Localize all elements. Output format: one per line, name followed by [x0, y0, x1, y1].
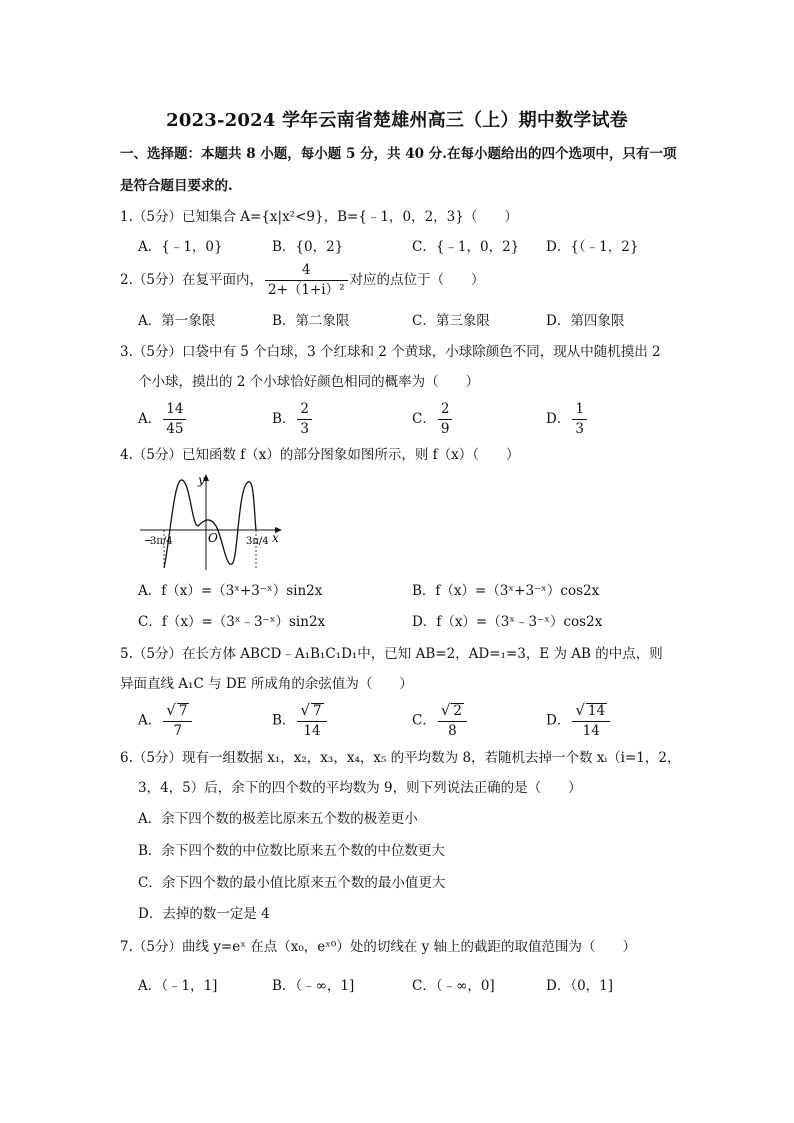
question-3-option-c: [412, 401, 454, 438]
option-numerator: 1: [572, 401, 587, 420]
option-label: C．: [412, 712, 436, 729]
question-3-option-d: [546, 401, 589, 438]
question-5-line2: 异面直线 A₁C 与 DE 所成角的余弦值为（ ）: [120, 676, 413, 692]
question-5-option-c: [412, 702, 469, 740]
question-2-prefix: 2.（5分）在复平面内，: [120, 272, 263, 288]
option-denominator: 14: [582, 723, 600, 739]
option-denominator: 45: [166, 421, 184, 437]
option-label: A．: [138, 712, 162, 729]
function-graph: [136, 470, 286, 574]
option-numerator: 2: [297, 401, 312, 420]
question-2-fraction-denominator: 2+（1+i）²: [267, 282, 345, 298]
question-3-line1: 3.（5分）口袋中有 5 个白球，3 个红球和 2 个黄球，小球除颜色不同，现从中随机摸出 2: [120, 344, 661, 360]
question-7-stem: 7.（5分）曲线 y=eˣ 在点（x₀，eˣ⁰）处的切线在 y 轴上的截距的取值范围为（ ）: [120, 939, 637, 955]
question-7-option-c: C．（﹣∞，0]: [412, 978, 495, 994]
left-tick-minus: −: [144, 534, 154, 547]
option-denominator: 9: [440, 421, 450, 437]
option-label: B．: [272, 411, 296, 427]
question-2-fraction: [265, 262, 348, 299]
question-6-option-d: D．去掉的数一定是 4: [138, 906, 270, 922]
question-1-option-c: C．{﹣1，0，2}: [412, 239, 520, 255]
question-2-stem: [120, 262, 485, 299]
question-4-option-c: C．f（x）=（3ˣ﹣3⁻ˣ）sin2x: [138, 614, 326, 630]
question-5-line1: 5.（5分）在长方体 ABCD﹣A₁B₁C₁D₁中，已知 AB=2，AD=₁=3，E 为 AB 的中点，则: [120, 646, 663, 662]
origin-label: O: [208, 531, 218, 545]
option-radicand: 7: [178, 703, 188, 719]
question-1-option-a: A．{﹣1，0}: [138, 239, 223, 255]
question-4-stem: 4.（5分）已知函数 f（x）的部分图象如图所示，则 f（x）（ ）: [120, 447, 520, 463]
question-2-suffix: 对应的点位于（ ）: [349, 272, 485, 288]
question-6-option-a: A．余下四个数的极差比原来五个数的极差更小: [138, 811, 418, 827]
section-heading-line1: 一、选择题：本题共 8 小题，每小题 5 分，共 40 分.在每小题给出的四个选项中，只有一项: [120, 146, 677, 162]
option-label: A．: [138, 411, 162, 427]
question-6-line1: 6.（5分）现有一组数据 x₁，x₂，x₃，x₄，x₅ 的平均数为 8，若随机去掉一个数 xᵢ（i=1，2，: [120, 750, 681, 766]
sqrt-icon: √: [166, 701, 176, 719]
option-denominator: 14: [303, 723, 321, 739]
question-3-option-a: [138, 401, 188, 438]
question-2-option-b: B．第二象限: [272, 313, 350, 329]
right-tick-label: 3π/4: [246, 536, 269, 547]
sqrt-icon: √: [575, 701, 585, 719]
question-2-fraction-numerator: 4: [265, 262, 348, 281]
sqrt-icon: √: [440, 701, 451, 719]
question-1-option-d: D．{（﹣1，2}: [546, 239, 639, 255]
option-label: D．: [546, 411, 571, 427]
question-7-option-a: A．（﹣1，1]: [138, 978, 218, 994]
question-7-option-b: B．（﹣∞，1]: [272, 978, 355, 994]
option-denominator: 3: [575, 421, 584, 437]
question-4-option-a: A．f（x）=（3ˣ+3⁻ˣ）sin2x: [138, 583, 323, 599]
question-1-stem: 1.（5分）已知集合 A={x|x²<9}，B={﹣1，0，2，3}（ ）: [120, 209, 518, 225]
option-denominator: 8: [448, 723, 457, 739]
question-2-option-c: C．第三象限: [412, 313, 490, 329]
sqrt-icon: √: [300, 701, 310, 719]
y-axis-label: y: [198, 473, 205, 487]
question-5-option-a: [138, 702, 194, 740]
question-5-option-b: [272, 702, 329, 740]
option-denominator: 7: [173, 723, 183, 739]
option-numerator: 2: [438, 401, 453, 420]
question-2-option-d: D．第四象限: [546, 313, 625, 329]
question-3-option-b: [272, 401, 314, 438]
option-label: D．: [546, 712, 571, 729]
function-curve: [164, 480, 256, 568]
x-axis-label: x: [272, 531, 279, 545]
question-2-option-a: A．第一象限: [138, 313, 216, 329]
question-4-option-b: B．f（x）=（3ˣ+3⁻ˣ）cos2x: [412, 583, 600, 599]
question-5-option-d: [546, 702, 612, 740]
question-3-line2: 个小球，摸出的 2 个小球恰好颜色相同的概率为（ ）: [138, 374, 480, 390]
option-radicand: 14: [587, 703, 606, 719]
option-radicand: 7: [312, 703, 322, 719]
option-label: B．: [272, 712, 296, 729]
option-label: C．: [412, 411, 436, 427]
question-4-option-d: D．f（x）=（3ˣ﹣3⁻ˣ）cos2x: [412, 614, 603, 630]
option-numerator: 14: [163, 401, 186, 420]
question-1-option-b: B．{0，2}: [272, 239, 344, 255]
left-tick-label: 3π/4: [150, 536, 173, 547]
question-6-option-c: C．余下四个数的最小值比原来五个数的最小值更大: [138, 875, 446, 891]
question-6-option-b: B．余下四个数的中位数比原来五个数的中位数更大: [138, 843, 445, 859]
section-heading-line2: 是符合题目要求的.: [120, 178, 233, 194]
question-6-line2: 3，4，5）后，余下的四个数的平均数为 9，则下列说法正确的是（ ）: [138, 780, 582, 796]
option-denominator: 3: [300, 421, 310, 437]
page-title: 2023-2024 学年云南省楚雄州高三（上）期中数学试卷: [166, 110, 628, 131]
option-radicand: 2: [453, 703, 462, 719]
question-7-option-d: D．（0，1]: [546, 978, 614, 994]
